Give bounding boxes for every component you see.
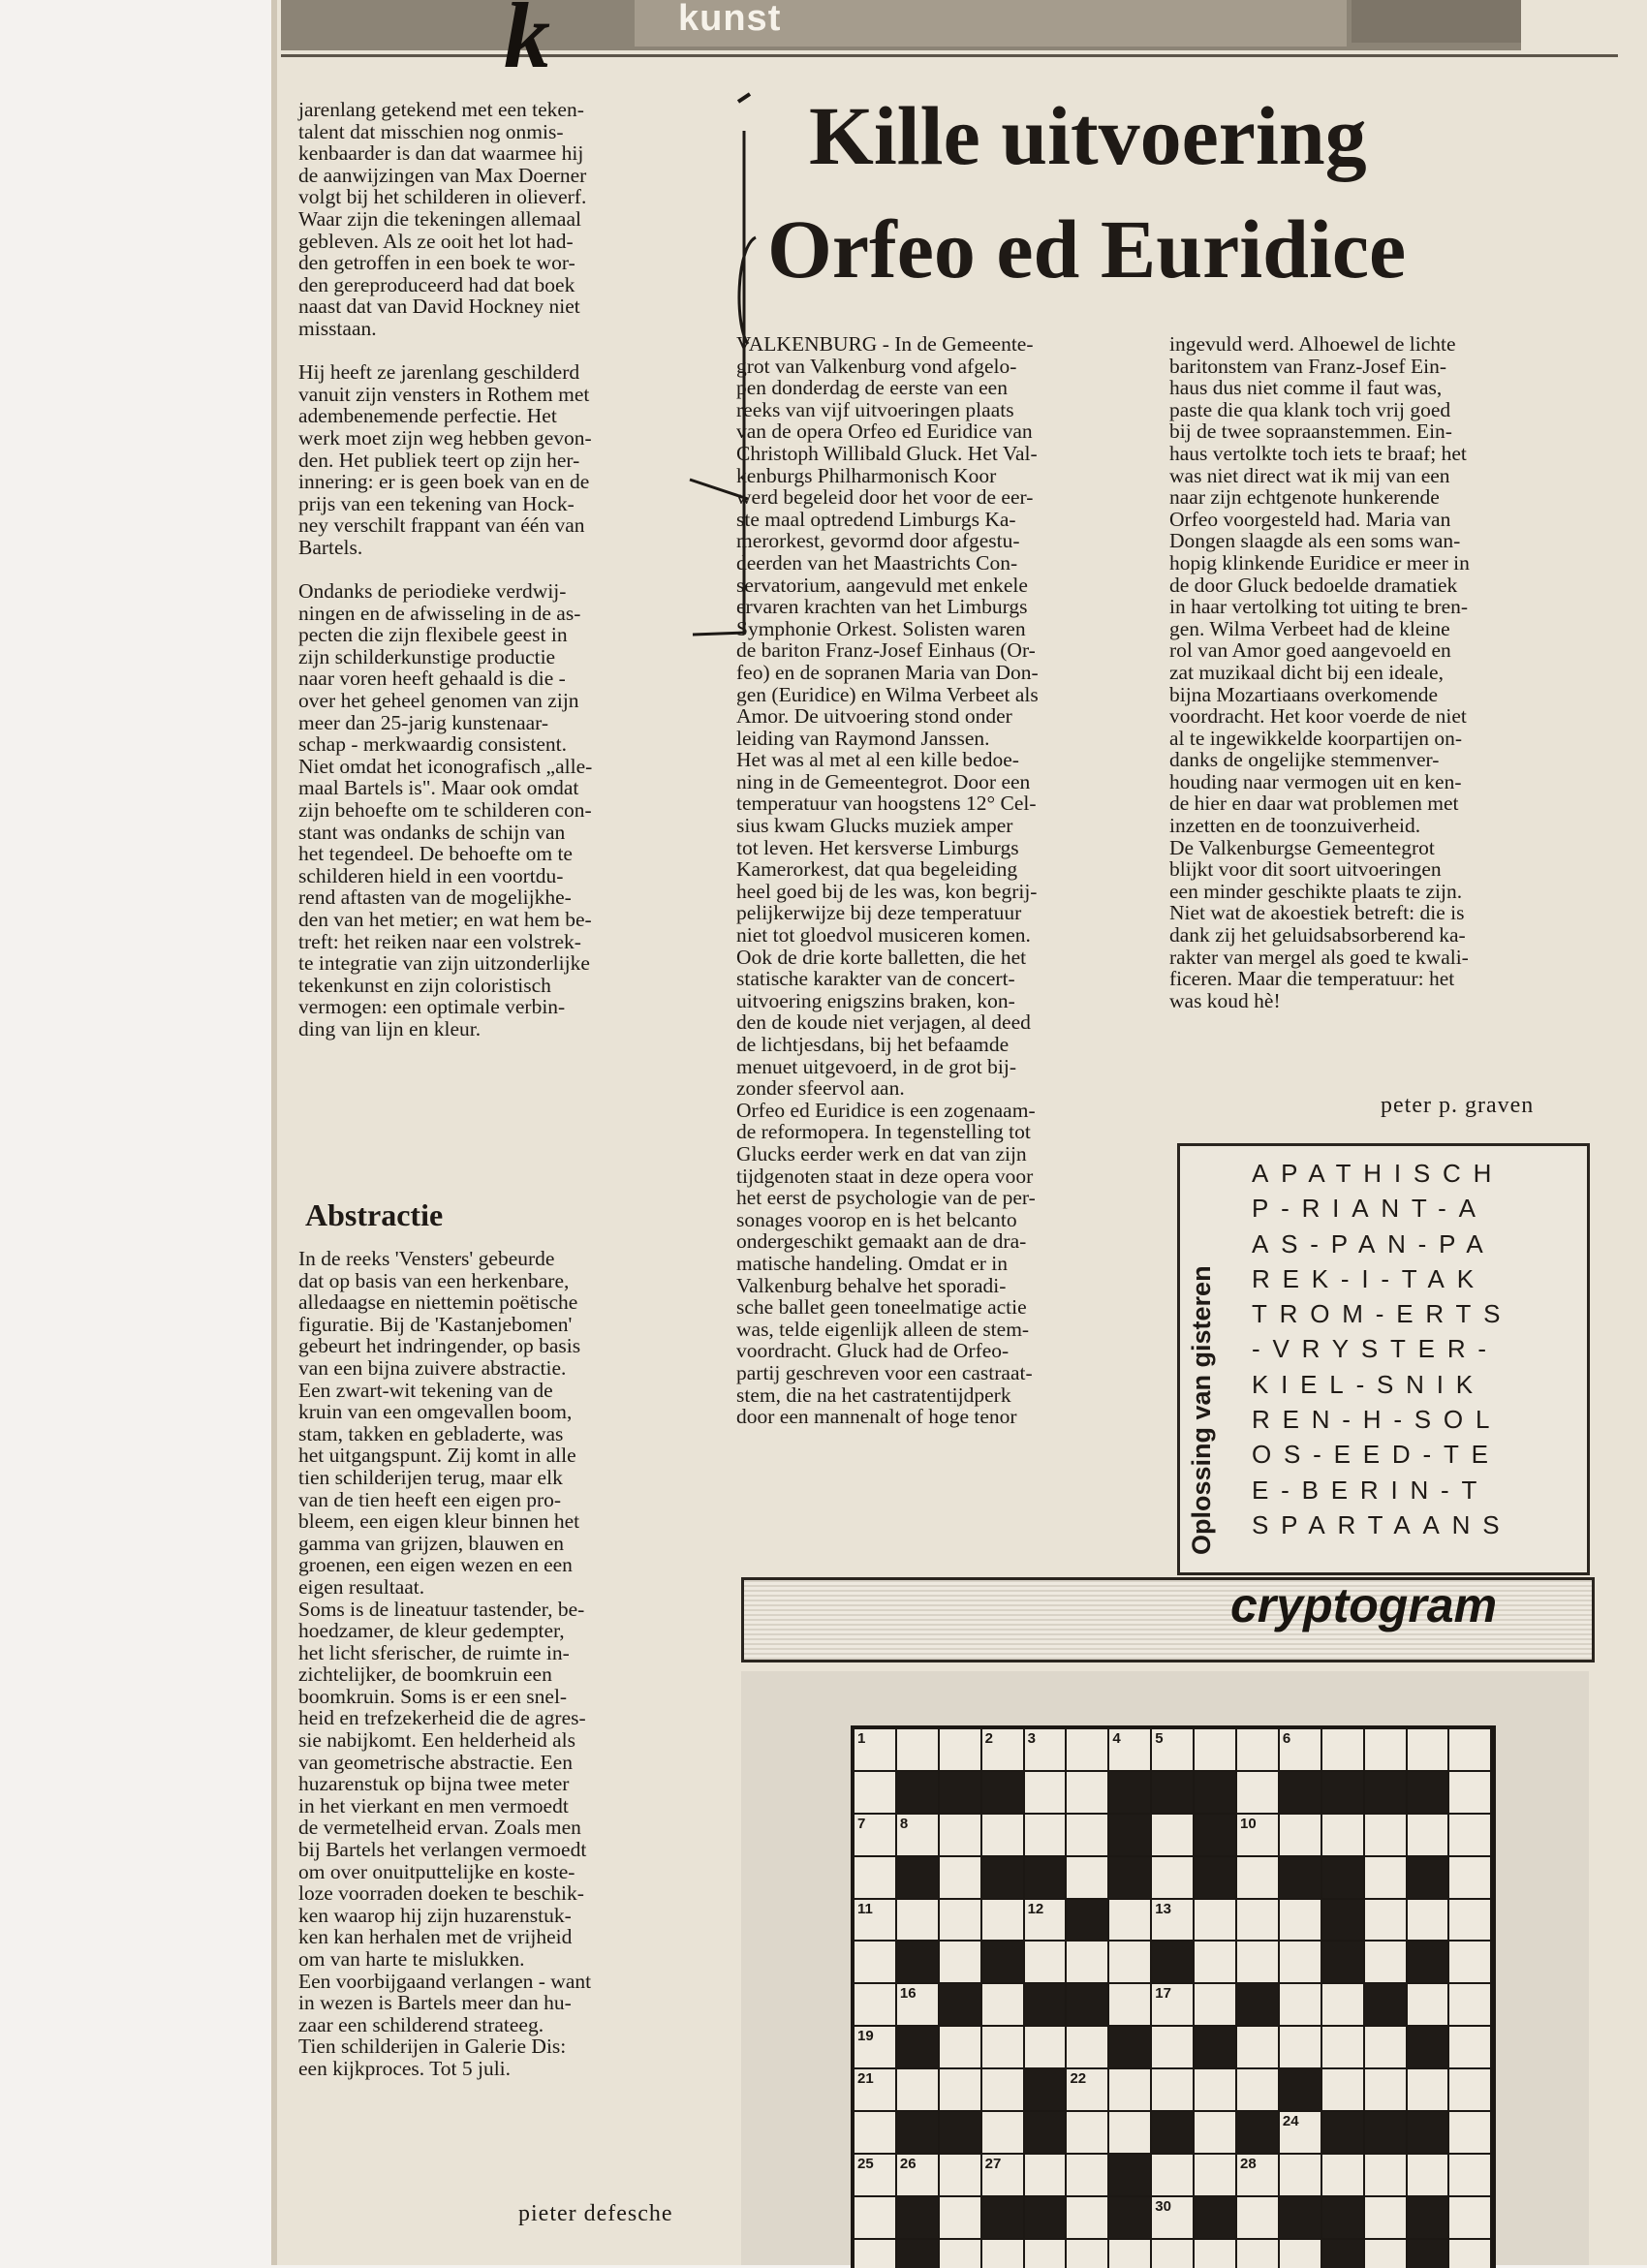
crossword-clue-number: 4 — [1112, 1730, 1121, 1747]
solution-row: APATHISCH — [1252, 1159, 1505, 1188]
crossword-black-cell — [939, 1771, 981, 1814]
crossword-row — [854, 1983, 1493, 2026]
crossword-clue-number: 30 — [1155, 2197, 1171, 2215]
crossword-cell[interactable] — [1279, 2111, 1321, 2154]
crossword-cell[interactable] — [854, 1941, 896, 1983]
crossword-cell[interactable] — [1066, 2068, 1108, 2111]
crossword-black-cell — [1321, 1856, 1364, 1899]
crossword-black-cell — [1024, 2196, 1067, 2239]
crossword-cell[interactable] — [1448, 2239, 1491, 2268]
crossword-cell[interactable] — [1108, 1728, 1151, 1771]
solution-row: E-BERIN-T — [1252, 1475, 1490, 1505]
crossword-clue-number: 1 — [857, 1730, 866, 1747]
crossword-cell[interactable] — [854, 2068, 896, 2111]
crossword-row — [854, 2026, 1493, 2068]
crossword-cell[interactable] — [1448, 1814, 1491, 1856]
crossword-black-cell — [1407, 1856, 1449, 1899]
crossword-cell[interactable] — [1194, 1728, 1236, 1771]
crossword-clue-number: 26 — [899, 2155, 917, 2172]
solution-row: AS-PAN-PA — [1252, 1228, 1496, 1258]
crossword-cell[interactable] — [1364, 2154, 1407, 2196]
crossword-cell[interactable] — [939, 1941, 981, 1983]
crossword-black-cell — [1407, 2026, 1449, 2068]
crossword-cell[interactable] — [896, 2068, 939, 2111]
crossword-row — [854, 1899, 1493, 1942]
crossword-cell[interactable] — [1279, 1728, 1321, 1771]
crossword-black-cell — [1321, 1899, 1364, 1942]
crossword-cell[interactable] — [1066, 1814, 1108, 1856]
crossword-cell[interactable] — [981, 2154, 1024, 2196]
crossword-cell[interactable] — [981, 2026, 1024, 2068]
headline-line-2: Orfeo ed Euridice — [767, 202, 1407, 295]
crossword-black-cell — [1024, 1856, 1067, 1899]
crossword-cell[interactable] — [1236, 2068, 1279, 2111]
crossword-clue-number: 7 — [857, 1815, 866, 1832]
crossword-black-cell — [1279, 1856, 1321, 1899]
crossword-cell[interactable] — [1194, 1941, 1236, 1983]
crossword-clue-number: 6 — [1282, 1730, 1291, 1747]
crossword-clue-number: 5 — [1155, 1730, 1164, 1747]
crossword-row — [854, 2239, 1493, 2268]
crossword-cell[interactable] — [1108, 1983, 1151, 2026]
crossword-cell[interactable] — [1364, 2239, 1407, 2268]
crossword-cell[interactable] — [896, 1728, 939, 1771]
crossword-cell[interactable] — [1066, 2111, 1108, 2154]
crossword-black-cell — [1407, 1941, 1449, 1983]
crossword-cell[interactable] — [939, 2239, 981, 2268]
crossword-cell[interactable] — [981, 2239, 1024, 2268]
crossword-black-cell — [939, 2111, 981, 2154]
crossword-cell[interactable] — [1279, 2026, 1321, 2068]
article-left-text-bottom: In de reeks 'Vensters' gebeurde dat op basis van een herkenbare, alledaagse en niettemin poëtische figuratie. Bij de 'Kastanjebomen' gebeurt het indringender, op basis van een bijna zuivere abstractie. Een zwart-wit tekening van de kruin van een omgevallen boom, stam, takken en gebladerte, was het uitgangspunt. Zij komt in alle tien schilderijen terug, maar elk van de tien heeft een eigen pro- bleem, een eigen kleur binnen het gamma van grijzen, blauwen en groenen, een eigen wezen en een eigen resultaat. Soms is de lineatuur tastender, be- hoedzamer, de kleur gedempter, het licht sferischer, de ruimte in- zichtelijker, de boomkruin een boomkruin. Soms is er een snel- heid en trefzekerheid die de agres- sie nabijkomt. Een helderheid als van geometrische abstractie. Een huzarenstuk op bijna twee meter in het vierkant en men vermoedt de vermetelheid ervan. Zoals men bij Bartels het verlangen vermoedt om over onuitputtelijke en koste- loze voorraden doeken te beschik- ken waarop hij zijn huzarenstuk- ken kan herhalen met de vrijheid om van harte te mislukken. Een voorbijgaand verlangen - want in wezen is Bartels meer dan hu- zaar een schilderend strateeg. Tien schilderijen in Galerie Dis: een kijkproces. Tot 5 juli. — [298, 1247, 592, 2080]
crossword-cell[interactable] — [1066, 1771, 1108, 1814]
crossword-cell[interactable] — [939, 1814, 981, 1856]
article-right-column-1: VALKENBURG - In de Gemeente- grot van Valkenburg vond afgelo- pen donderdag de eerste van een reeks van vijf uitvoeringen plaats van de opera Orfeo ed Euridice van Christoph Willibald Gluck. Het Val- kenburgs Philharmonisch Koor werd begeleid door het voor de eer- ste maal optredend Limburgs Ka- merorkest, gevormd door afgestu- deerden van het Maastrichts Con- servatorium, aangevuld met enkele ervaren krachten van het Limburgs Symphonie Orkest. Solisten waren de bariton Franz-Josef Einhaus (Or- feo) en de sopranen Maria van Don- gen (Euridice) en Wilma Verbeet als Amor. De uitvoering stond onder leiding van Raymond Janssen. Het was al met al een kille bedoe- ning in de Gemeentegrot. Door een temperatuur van hoogstens 12° Cel- sius kwam Glucks muziek amper tot leven. Het kersverse Limburgs Kamerorkest, dat qua begeleiding heel goed bij de les was, kon begrij- pelijkerwijze bij deze temperatuur niet tot gloedvol musiceren komen. Ook de drie korte balletten, die het statische karakter van de concert- uitvoering enigszins braken, kon- den de koude niet verjagen, al deed de lichtjesdans, bij het befaamde menuet uitgevoerd, in de grot bij- zonder sfeervol aan. Orfeo ed Euridice is een zogenaam- de reformopera. In tegenstelling tot Glucks eerder werk en dat van zijn tijdgenoten staat in deze opera voor het eerst de psychologie van de per- sonages voorop en is het belcanto ondergeschikt gemaakt aan de dra- matische handeling. Omdat er in Valkenburg behalve het sporadi- sche ballet geen toneelmatige actie was, telde eigenlijk alleen de stem- voordracht. Gluck had de Orfeo- partij geschreven voor een castraat- stem, die na het castratentijdperk door een mannenalt of hoge tenor — [736, 332, 1039, 1429]
crossword-row — [854, 2111, 1493, 2154]
crossword-clue-number: 3 — [1027, 1730, 1036, 1747]
crossword-cell[interactable] — [1279, 2239, 1321, 2268]
crossword-cell[interactable] — [1108, 1899, 1151, 1942]
crossword-black-cell — [1024, 1983, 1067, 2026]
crossword-cell[interactable] — [854, 2239, 896, 2268]
crossword-cell[interactable] — [1448, 1899, 1491, 1942]
crossword-clue-number: 17 — [1155, 1985, 1171, 2003]
crossword-cell[interactable] — [939, 2026, 981, 2068]
crossword-cell[interactable] — [981, 1899, 1024, 1942]
crossword-cell[interactable] — [1236, 2026, 1279, 2068]
section-header-end — [1352, 0, 1521, 43]
crossword-cell[interactable] — [981, 1814, 1024, 1856]
crossword-cell[interactable] — [981, 1728, 1024, 1771]
solution-row: REK-I-TAK — [1252, 1263, 1486, 1293]
crossword-cell[interactable] — [1448, 2111, 1491, 2154]
headline-line-1: Kille uitvoering — [809, 89, 1367, 182]
crossword-black-cell — [896, 2239, 939, 2268]
crossword-cell[interactable] — [1236, 2239, 1279, 2268]
crossword-black-cell — [1364, 1983, 1407, 2026]
crossword-cell[interactable] — [981, 2068, 1024, 2111]
crossword-cell[interactable] — [1407, 2068, 1449, 2111]
crossword-black-cell — [1108, 1771, 1151, 1814]
crossword-cell[interactable] — [854, 1983, 896, 2026]
header-rule — [281, 54, 1618, 57]
crossword-black-cell — [1236, 2111, 1279, 2154]
crossword-black-cell — [1194, 1771, 1236, 1814]
crossword-black-cell — [1066, 1983, 1108, 2026]
crossword-cell[interactable] — [896, 1899, 939, 1942]
crossword-cell[interactable] — [854, 2026, 896, 2068]
crossword-cell[interactable] — [1448, 2154, 1491, 2196]
crossword-cell[interactable] — [1364, 2196, 1407, 2239]
crossword-clue-number: 25 — [857, 2155, 874, 2172]
crossword-cell[interactable] — [939, 1899, 981, 1942]
crossword-cell[interactable] — [1236, 1856, 1279, 1899]
crossword-cell[interactable] — [1407, 2154, 1449, 2196]
crossword-cell[interactable] — [1151, 2196, 1194, 2239]
crossword-cell[interactable] — [896, 1814, 939, 1856]
crossword-cell[interactable] — [1194, 2111, 1236, 2154]
crossword-black-cell — [896, 2026, 939, 2068]
crossword-cell[interactable] — [1024, 2026, 1067, 2068]
crossword-cell[interactable] — [1321, 2026, 1364, 2068]
crossword-cell[interactable] — [854, 1771, 896, 1814]
crossword-cell[interactable] — [1024, 1899, 1067, 1942]
crossword-black-cell — [981, 1771, 1024, 1814]
crossword-black-cell — [1108, 1856, 1151, 1899]
crossword-black-cell — [1364, 1771, 1407, 1814]
crossword-clue-number: 13 — [1155, 1900, 1171, 1917]
crossword-cell[interactable] — [1407, 1728, 1449, 1771]
crossword-cell[interactable] — [854, 1814, 896, 1856]
crossword-cell[interactable] — [1407, 1814, 1449, 1856]
crossword-cell[interactable] — [1024, 1941, 1067, 1983]
crossword-cell[interactable] — [939, 1728, 981, 1771]
crossword-cell[interactable] — [1236, 1899, 1279, 1942]
crossword-black-cell — [981, 1856, 1024, 1899]
crossword-black-cell — [1321, 1941, 1364, 1983]
crossword-black-cell — [1194, 1814, 1236, 1856]
crossword-cell[interactable] — [854, 2196, 896, 2239]
crossword-cell[interactable] — [1279, 2154, 1321, 2196]
crossword-cell[interactable] — [1364, 2068, 1407, 2111]
crossword-black-cell — [939, 1983, 981, 2026]
crossword-cell[interactable] — [1194, 2239, 1236, 2268]
crossword-cell[interactable] — [939, 1856, 981, 1899]
solution-title: Oplossing van gisteren — [1187, 1265, 1216, 1555]
article-left-text-top: jarenlang getekend met een teken- talent dat misschien nog onmis- kenbaarder is dan dat waarmee hij de aanwijzingen van Max Doerner volgt bij het schilderen in olieverf. Waar zijn die tekeningen allemaal gebleven. Als ze ooit het lot had- den getroffen in een boek te wor- den gereproduceerd had dat boek naast dat van David Hockney niet misstaan. Hij heeft ze jarenlang geschilderd vanuit zijn vensters in Rothem met adembenemende perfectie. Het werk moet zijn weg hebben gevon- den. Het publiek teert op zijn her- innering: er is geen boek van en de prijs van een tekening van Hock- ney verschilt frappant van één van Bartels. Ondanks de periodieke verdwij- ningen en de afwisseling in de as- pecten die zijn flexibele geest in zijn schilderkunstige productie naar voren heeft gehaald is die - over het geheel genomen van zijn meer dan 25-jarig kunstenaar- schap - merkwaardig consistent. Niet omdat het iconografisch „alle- maal Bartels is". Maar ook omdat zijn behoefte om te schilderen con- stant was ondanks de schijn van het tegendeel. De behoefte om te schilderen hield in een voortdu- rend aftasten van de mogelijkhe- den van het metier; en wat hem be- treft: het reiken naar een volstrek- te integratie van zijn uitzonderlijke tekenkunst en zijn coloristisch vermogen: een optimale verbin- ding van lijn en kleur. — [298, 98, 593, 1041]
crossword-black-cell — [1151, 1771, 1194, 1814]
crossword-black-cell — [896, 2111, 939, 2154]
crossword-row — [854, 1941, 1493, 1983]
crossword-cell[interactable] — [1194, 1899, 1236, 1942]
crossword-cell[interactable] — [1364, 1728, 1407, 1771]
crossword-cell[interactable] — [1364, 1899, 1407, 1942]
crossword-cell[interactable] — [1194, 2068, 1236, 2111]
crossword-cell[interactable] — [1321, 2154, 1364, 2196]
crossword-cell[interactable] — [1151, 2154, 1194, 2196]
crossword-cell[interactable] — [1151, 1983, 1194, 2026]
crossword-cell[interactable] — [1321, 1728, 1364, 1771]
crossword-black-cell — [1024, 2111, 1067, 2154]
crossword-cell[interactable] — [1066, 2154, 1108, 2196]
crossword-cell[interactable] — [1448, 1983, 1491, 2026]
crossword-cell[interactable] — [1194, 2154, 1236, 2196]
crossword-cell[interactable] — [1236, 1771, 1279, 1814]
crossword-cell[interactable] — [1448, 1941, 1491, 1983]
crossword-cell[interactable] — [1024, 1771, 1067, 1814]
crossword-clue-number: 28 — [1240, 2155, 1257, 2172]
crossword-clue-number: 2 — [984, 1730, 994, 1747]
crossword-cell[interactable] — [1364, 1814, 1407, 1856]
crossword-black-cell — [896, 2196, 939, 2239]
crossword-black-cell — [1194, 2026, 1236, 2068]
crossword-cell[interactable] — [896, 2154, 939, 2196]
crossword-black-cell — [1066, 1899, 1108, 1942]
crossword-black-cell — [1151, 1941, 1194, 1983]
crossword-cell[interactable] — [1407, 1983, 1449, 2026]
crossword-clue-number: 10 — [1240, 1815, 1257, 1832]
cryptogram-title: cryptogram — [1230, 1578, 1498, 1632]
crossword-cell[interactable] — [854, 2111, 896, 2154]
crossword-cell[interactable] — [854, 1728, 896, 1771]
crossword-black-cell — [1321, 2239, 1364, 2268]
crossword-cell[interactable] — [981, 2111, 1024, 2154]
crossword-black-cell — [1108, 2196, 1151, 2239]
article-right-column-2: ingevuld werd. Alhoewel de lichte baritonstem van Franz-Josef Ein- haus dus niet comme il faut was, paste die qua klank toch vrij goed bij de twee sopraanstemmen. Ein- haus vertolkte toch iets te braaf; het was niet direct wat ik mij van een naar zijn echtgenote hunkerende Orfeo voorgesteld had. Maria van Dongen slaagde als een soms wan- hopig klinkende Euridice er meer in de door Gluck bedoelde dramatiek in haar vertolking tot uiting te bren- gen. Wilma Verbeet had de kleine rol van Amor goed aangevoeld en zat muzikaal dicht bij een ideale, bijna Mozartiaans overkomende voordracht. Het koor voerde de niet al te ingewikkelde koorpartijen on- danks de ongelijke stemmenver- houding naar vermogen uit en ken- de hier en daar wat problemen met inzetten en de toonzuiverheid. De Valkenburgse Gemeentegrot blijkt voor dit soort uitvoeringen een minder geschikte plaats te zijn. Niet wat de akoestiek betreft: die is dank zij het geluidsabsorberend ka- rakter van mergel als goed te kwali- ficeren. Maar die temperatuur: het was koud hè! — [1169, 332, 1470, 1012]
crossword-clue-number: 16 — [899, 1985, 917, 2003]
crossword-cell[interactable] — [1448, 1856, 1491, 1899]
crossword-cell[interactable] — [939, 2154, 981, 2196]
crossword-cell[interactable] — [1151, 2068, 1194, 2111]
crossword-cell[interactable] — [1448, 1771, 1491, 1814]
page-edge — [271, 0, 277, 2265]
crossword-cell[interactable] — [854, 2154, 896, 2196]
section-title: kunst — [678, 0, 782, 39]
crossword-cell[interactable] — [981, 1983, 1024, 2026]
crossword-cell[interactable] — [896, 1983, 939, 2026]
crossword-cell[interactable] — [1108, 2111, 1151, 2154]
crossword-cell[interactable] — [1448, 1728, 1491, 1771]
crossword-cell[interactable] — [1066, 1856, 1108, 1899]
crossword-cell[interactable] — [1151, 1899, 1194, 1942]
crossword-cell[interactable] — [1108, 2068, 1151, 2111]
crossword-cell[interactable] — [1066, 1728, 1108, 1771]
crossword-cell[interactable] — [854, 1899, 896, 1942]
crossword-cell[interactable] — [1321, 2068, 1364, 2111]
crossword-cell[interactable] — [1194, 1983, 1236, 2026]
crossword-row — [854, 2154, 1493, 2196]
crossword-black-cell — [896, 1771, 939, 1814]
crossword-black-cell — [1108, 2154, 1151, 2196]
crossword-cell[interactable] — [1321, 1983, 1364, 2026]
crossword-cell[interactable] — [1279, 1983, 1321, 2026]
crossword-row — [854, 2068, 1493, 2111]
crossword-cell[interactable] — [1066, 2026, 1108, 2068]
crossword-cell[interactable] — [1236, 1941, 1279, 1983]
crossword-cell[interactable] — [1236, 1728, 1279, 1771]
crossword-cell[interactable] — [1024, 2239, 1067, 2268]
crossword-black-cell — [1364, 2111, 1407, 2154]
crossword-black-cell — [1279, 2068, 1321, 2111]
solution-row: REN-H-SOL — [1252, 1405, 1503, 1435]
crossword-cell[interactable] — [1151, 2239, 1194, 2268]
crossword-black-cell — [1279, 2196, 1321, 2239]
solution-row: SPARTAANS — [1252, 1509, 1512, 1539]
crossword-black-cell — [1407, 1771, 1449, 1814]
crossword-cell[interactable] — [1236, 1814, 1279, 1856]
crossword-black-cell — [981, 1941, 1024, 1983]
solution-row: OS-EED-TE — [1252, 1440, 1501, 1470]
crossword-cell[interactable] — [1448, 2068, 1491, 2111]
solution-row: -VRYSTER- — [1252, 1334, 1499, 1364]
crossword-row — [854, 1728, 1493, 1771]
crossword-black-cell — [1024, 2068, 1067, 2111]
crossword-clue-number: 11 — [857, 1900, 873, 1917]
crossword-black-cell — [1321, 1771, 1364, 1814]
crossword-black-cell — [1151, 2111, 1194, 2154]
crossword-clue-number: 19 — [857, 2028, 874, 2045]
crossword-cell[interactable] — [1151, 1856, 1194, 1899]
crossword-cell[interactable] — [1279, 1899, 1321, 1942]
section-logo: k — [504, 0, 550, 87]
crossword-black-cell — [1279, 1771, 1321, 1814]
crossword-cell[interactable] — [1236, 2196, 1279, 2239]
crossword-row — [854, 2196, 1493, 2239]
crossword-clue-number: 24 — [1282, 2113, 1299, 2130]
crossword-cell[interactable] — [1151, 1728, 1194, 1771]
crossword-grid — [851, 1725, 1496, 2268]
crossword-cell[interactable] — [1321, 1814, 1364, 1856]
crossword-cell[interactable] — [1236, 2154, 1279, 2196]
solution-row: P-RIANT-A — [1252, 1194, 1488, 1224]
crossword-cell[interactable] — [939, 2068, 981, 2111]
crossword-black-cell — [896, 1941, 939, 1983]
crossword-black-cell — [1407, 2111, 1449, 2154]
crossword-clue-number: 22 — [1070, 2070, 1087, 2088]
crossword-cell[interactable] — [1066, 2239, 1108, 2268]
solution-grid — [1252, 1156, 1512, 1542]
crossword-cell[interactable] — [1024, 1814, 1067, 1856]
crossword-cell[interactable] — [1448, 2026, 1491, 2068]
crossword-cell[interactable] — [1364, 2026, 1407, 2068]
crossword-cell[interactable] — [1151, 2026, 1194, 2068]
crossword-cell[interactable] — [1066, 2196, 1108, 2239]
crossword-cell[interactable] — [1024, 1728, 1067, 1771]
crossword-cell[interactable] — [1108, 2239, 1151, 2268]
crossword-cell[interactable] — [1151, 1814, 1194, 1856]
crossword-black-cell — [1321, 2111, 1364, 2154]
crossword-black-cell — [981, 2196, 1024, 2239]
crossword-black-cell — [1407, 2239, 1449, 2268]
crossword-cell[interactable] — [1364, 1856, 1407, 1899]
byline-left: pieter defesche — [518, 2201, 673, 2226]
crossword-black-cell — [1108, 2026, 1151, 2068]
crossword-cell[interactable] — [1407, 1899, 1449, 1942]
crossword-cell[interactable] — [1066, 1941, 1108, 1983]
crossword-row — [854, 1771, 1493, 1814]
crossword-black-cell — [1194, 1856, 1236, 1899]
crossword-black-cell — [896, 1856, 939, 1899]
crossword-black-cell — [1236, 1983, 1279, 2026]
solution-row: KIEL-SNIK — [1252, 1369, 1485, 1399]
crossword-black-cell — [1108, 1814, 1151, 1856]
crossword-cell[interactable] — [1024, 2154, 1067, 2196]
crossword-clue-number: 27 — [984, 2155, 1002, 2172]
crossword-row — [854, 1856, 1493, 1899]
subheading-abstractie: Abstractie — [305, 1197, 444, 1232]
crossword-row — [854, 1814, 1493, 1856]
crossword-clue-number: 8 — [899, 1815, 909, 1832]
solution-row: TROM-ERTS — [1252, 1299, 1513, 1329]
crossword-clue-number: 21 — [857, 2070, 874, 2088]
byline-right: peter p. graven — [1381, 1093, 1535, 1118]
crossword-cell[interactable] — [1279, 1941, 1321, 1983]
crossword-cell[interactable] — [1279, 1814, 1321, 1856]
crossword-cell[interactable] — [939, 2196, 981, 2239]
crossword-cell[interactable] — [1108, 1941, 1151, 1983]
crossword-black-cell — [1321, 2196, 1364, 2239]
crossword-clue-number: 12 — [1027, 1900, 1044, 1917]
crossword-black-cell — [1407, 2196, 1449, 2239]
crossword-cell[interactable] — [1364, 1941, 1407, 1983]
crossword-cell[interactable] — [854, 1856, 896, 1899]
crossword-black-cell — [1194, 2196, 1236, 2239]
crossword-cell[interactable] — [1448, 2196, 1491, 2239]
